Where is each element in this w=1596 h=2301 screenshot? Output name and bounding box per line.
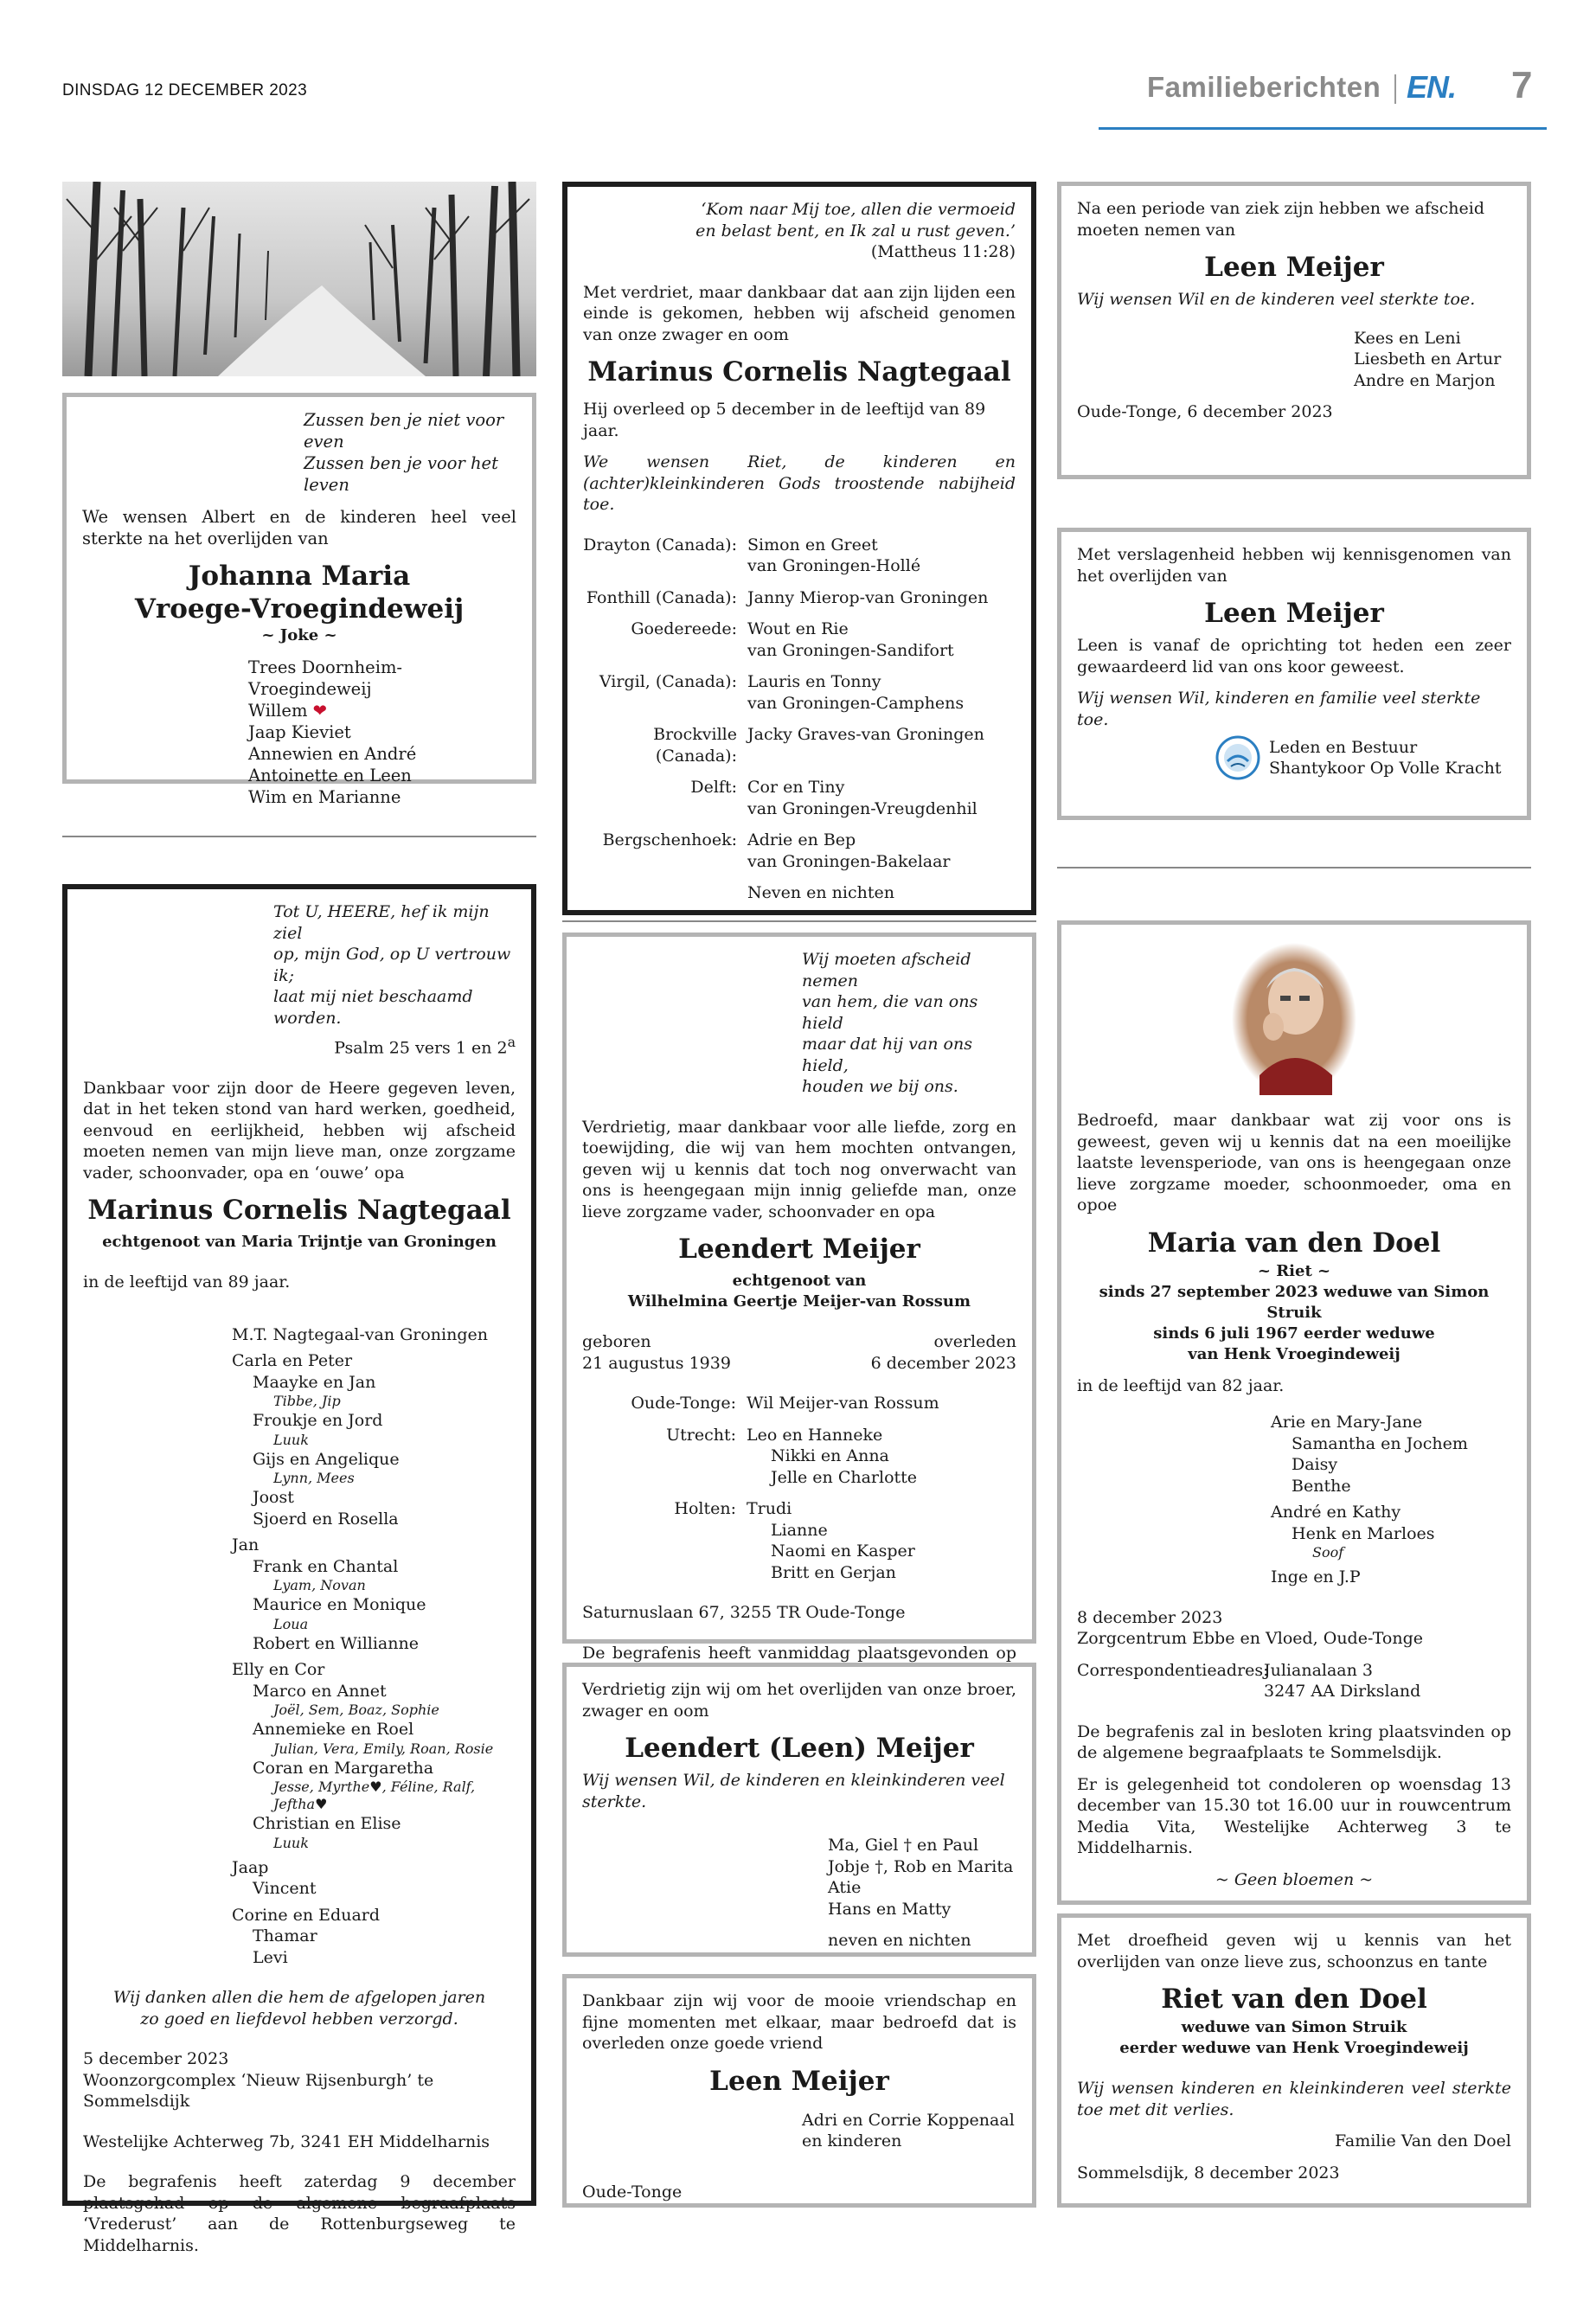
signers bbox=[1215, 735, 1511, 780]
family-member: Froukje en Jord bbox=[253, 1411, 383, 1431]
corr-address bbox=[1264, 1660, 1420, 1702]
place: Oude-Tonge bbox=[582, 2182, 683, 2202]
signer: neven en nichten bbox=[828, 1931, 971, 1950]
deceased-name: Leen Meijer bbox=[709, 2065, 889, 2097]
text: Leen is vanaf de oprichting tot heden een zeer gewaardeerd lid van ons koor geweest. bbox=[1077, 636, 1511, 676]
family-row bbox=[583, 671, 1016, 714]
names bbox=[747, 535, 920, 577]
deceased-name: Leendert (Leen) Meijer bbox=[625, 1733, 974, 1764]
deceased-name: Riet van den Doel bbox=[1161, 1984, 1427, 2015]
name-line: van Groningen-Hollé bbox=[747, 556, 921, 575]
corr-label: Correspondentieadres: bbox=[1077, 1660, 1269, 1680]
signer: Adri en Corrie Koppenaal bbox=[802, 2110, 1015, 2130]
name-line: van Groningen-Vreugdenhil bbox=[747, 798, 977, 818]
intro: Dankbaar zijn wij voor de mooie vriendschap en fijne momenten met elkaar, maar bedroefd dat is overleden onze goede vriend bbox=[582, 1991, 1016, 2053]
name-line: Cor en Tiny bbox=[747, 778, 845, 797]
no-flowers: ~ Geen bloemen ~ bbox=[1215, 1869, 1374, 1889]
family-member: Julian, Vera, Emily, Roan, Rosie bbox=[273, 1740, 494, 1757]
spouse: echtgenoot van Maria Trijntje van Groningen bbox=[102, 1233, 497, 1252]
family-list bbox=[1271, 1412, 1511, 1588]
age: in de leeftijd van 82 jaar. bbox=[1077, 1375, 1285, 1395]
signer-name: Willem bbox=[248, 701, 308, 721]
place-label: Oude-Tonge: bbox=[631, 1394, 736, 1413]
name-line: Lauris en Tonny bbox=[747, 672, 881, 691]
deceased-name: Marinus Cornelis Nagtegaal bbox=[87, 1195, 511, 1227]
born-date: 21 augustus 1939 bbox=[582, 1353, 731, 1373]
name-line: Johanna Maria bbox=[188, 561, 411, 592]
intro: Na een periode van ziek zijn hebben we afscheid moeten nemen van bbox=[1077, 199, 1485, 240]
died-date: 6 december 2023 bbox=[870, 1353, 1016, 1373]
deceased-name: Leen Meijer bbox=[1204, 598, 1384, 629]
place-label: Delft: bbox=[690, 778, 737, 797]
name-line: van Groningen-Bakelaar bbox=[747, 851, 951, 871]
intro: Dankbaar voor zijn door de Heere gegeven leven, dat in het teken stond van hard werken, goedheid, eenvoud en eerlijkheid, hebben wij afscheid moeten nemen van mijn lieve man, onze zorgzame vader, schoonvader, opa en ‘ouwe’ opa bbox=[83, 1078, 516, 1183]
signer bbox=[248, 700, 516, 721]
family-member: Soof bbox=[1312, 1544, 1344, 1561]
place-label: Utrecht: bbox=[666, 1425, 736, 1445]
wish: Wij wensen Wil, de kinderen en kleinkinderen veel sterkte. bbox=[582, 1771, 1005, 1811]
name-line: Adrie en Bep bbox=[747, 830, 856, 849]
family-member: Inge en J.P bbox=[1271, 1567, 1361, 1586]
name-line: Jelle en Charlotte bbox=[771, 1467, 918, 1487]
intro: We wensen Albert en de kinderen heel veel sterkte na het overlijden van bbox=[82, 507, 516, 548]
verse bbox=[304, 409, 516, 496]
funeral: De begrafenis zal in besloten kring plaatsvinden op de algemene begraafplaats te Sommelsdijk. bbox=[1077, 1721, 1511, 1762]
place-label: Brockville (Canada): bbox=[653, 725, 737, 766]
family-row bbox=[583, 882, 1016, 904]
place-label bbox=[583, 882, 747, 904]
signer: Kees en Leni bbox=[1354, 328, 1461, 348]
family-member: Maayke en Jan bbox=[253, 1372, 376, 1392]
signer: en kinderen bbox=[802, 2131, 902, 2150]
signer: Leden en Bestuur bbox=[1269, 737, 1418, 757]
names bbox=[747, 619, 954, 661]
place-label: Goedereede: bbox=[631, 619, 737, 638]
notice-leen-4 bbox=[1057, 182, 1531, 479]
verse-line: op, mijn God, op U vertrouw ik; bbox=[273, 945, 511, 985]
names bbox=[747, 724, 984, 766]
funeral: De begrafenis heeft vanmiddag plaatsgevonden op bbox=[582, 1643, 1016, 1663]
date: 8 december 2023 bbox=[1077, 1607, 1223, 1627]
family-member: Marco en Annet bbox=[253, 1681, 387, 1701]
age: in de leeftijd van 89 jaar. bbox=[83, 1272, 291, 1292]
intro: Bedroefd, maar dankbaar wat zij voor ons is geweest, geven wij u kennis dat na een moeilijke laatste levensperiode, van ons is heengegaan onze lieve zorgzame moeder, schoonmoeder, oma en opoe bbox=[1077, 1111, 1511, 1215]
sub-line: eerder weduwe van Henk Vroegindeweij bbox=[1119, 2039, 1469, 2057]
intro: Verdrietig zijn wij om het overlijden van onze broer, zwager en oom bbox=[582, 1680, 1016, 1721]
name-line: Leo en Hanneke bbox=[747, 1425, 883, 1445]
died bbox=[871, 1331, 1016, 1374]
family-row bbox=[583, 587, 1016, 609]
family-member: Joost bbox=[253, 1488, 294, 1508]
family-list bbox=[232, 1324, 516, 1969]
signer: Jaap Kieviet bbox=[248, 722, 351, 742]
family-member: Corine en Eduard bbox=[232, 1905, 381, 1925]
intro: Met droefheid geven wij u kennis van het overlijden van onze lieve zus, schoonzus en tante bbox=[1077, 1931, 1511, 1971]
spouse-line: echtgenoot van bbox=[732, 1272, 867, 1290]
divider bbox=[562, 920, 1036, 922]
names bbox=[747, 587, 988, 609]
names bbox=[747, 882, 894, 904]
section-title: Familieberichten bbox=[1147, 71, 1381, 103]
family-member: Jaap bbox=[232, 1857, 269, 1877]
name-line: Janny Mierop-van Groningen bbox=[747, 587, 989, 607]
wish: Wij wensen Wil en de kinderen veel sterkte toe. bbox=[1077, 290, 1476, 309]
place: Sommelsdijk, 8 december 2023 bbox=[1077, 2163, 1340, 2182]
family-table bbox=[582, 1393, 1016, 1583]
name-line: Lianne bbox=[771, 1520, 828, 1540]
page-date: DINSDAG 12 DECEMBER 2023 bbox=[62, 81, 308, 99]
page-number: 7 bbox=[1511, 64, 1533, 106]
verse-line: laat mij niet beschaamd worden. bbox=[273, 987, 473, 1028]
signer: Antoinette en Leen bbox=[248, 766, 412, 785]
family-row bbox=[583, 724, 1016, 766]
family-member: Christian en Elise bbox=[253, 1814, 401, 1834]
names bbox=[747, 1393, 939, 1414]
names bbox=[747, 1425, 917, 1489]
place: Oude-Tonge, 6 december 2023 bbox=[1077, 402, 1333, 421]
spouse-line: Wilhelmina Geertje Meijer-van Rossum bbox=[627, 1292, 971, 1311]
heart-icon: ❤ bbox=[312, 701, 327, 721]
verse-line: ‘Kom naar Mij toe, allen die vermoeid bbox=[701, 200, 1016, 219]
names bbox=[747, 777, 977, 819]
thanks-line: zo goed en liefdevol hebben verzorgd. bbox=[140, 2009, 458, 2029]
name-line: Wout en Rie bbox=[747, 619, 849, 638]
verse-line: houden we bij ons. bbox=[802, 1077, 958, 1096]
family-row bbox=[583, 777, 1016, 819]
family-member: Jan bbox=[232, 1535, 260, 1555]
signer: Hans en Matty bbox=[828, 1899, 952, 1919]
verse bbox=[802, 949, 1016, 1098]
family-member: Lyam, Novan bbox=[273, 1577, 366, 1594]
verse bbox=[273, 901, 516, 1029]
intro: Met verslagenheid hebben wij kennisgenomen van het overlijden van bbox=[1077, 545, 1511, 586]
verse-reference bbox=[83, 1032, 516, 1059]
life-dates bbox=[582, 1331, 1016, 1374]
correspondence bbox=[1077, 1660, 1511, 1702]
family-member: M.T. Nagtegaal-van Groningen bbox=[232, 1324, 488, 1344]
deceased-name: Marinus Cornelis Nagtegaal bbox=[587, 356, 1011, 388]
died: Hij overleed op 5 december in de leeftijd van 89 jaar. bbox=[583, 400, 986, 440]
family-member: Coran en Margaretha bbox=[253, 1758, 434, 1778]
family-member: Loua bbox=[273, 1615, 309, 1632]
notice-leen-friends bbox=[562, 1974, 1036, 2208]
wish: We wensen Riet, de kinderen en (achter)kleinkinderen Gods troostende nabijheid toe. bbox=[583, 452, 1016, 514]
born bbox=[582, 1331, 731, 1374]
family-member: Maurice en Monique bbox=[253, 1595, 426, 1615]
family-member: Jesse, Myrthe♥, Féline, Ralf, Jeftha♥ bbox=[273, 1779, 476, 1813]
header-divider bbox=[1394, 74, 1396, 104]
signers bbox=[828, 1835, 1016, 1952]
deceased-name: Leendert Meijer bbox=[678, 1234, 920, 1265]
sub-info bbox=[1077, 1261, 1511, 1365]
place: Zorgcentrum Ebbe en Vloed, Oude-Tonge bbox=[1077, 1629, 1423, 1648]
nickname: ~ Joke ~ bbox=[261, 626, 337, 644]
family-row bbox=[583, 830, 1016, 872]
name-line: Nikki en Anna bbox=[771, 1446, 889, 1465]
signer: Familie Van den Doel bbox=[1334, 2131, 1511, 2150]
spouse bbox=[582, 1271, 1016, 1312]
signer: Andre en Marjon bbox=[1354, 370, 1496, 390]
family-row bbox=[583, 619, 1016, 661]
family-member: Gijs en Angelique bbox=[253, 1449, 400, 1469]
family-row bbox=[583, 535, 1016, 577]
name-line: Trudi bbox=[747, 1499, 792, 1518]
family-member: Carla en Peter bbox=[232, 1351, 353, 1371]
place-label: Fonthill (Canada): bbox=[586, 587, 737, 607]
divider bbox=[62, 836, 536, 837]
signer: Shantykoor Op Volle Kracht bbox=[1269, 759, 1502, 778]
verse-line: Wij moeten afscheid nemen bbox=[802, 950, 971, 990]
funeral: De begrafenis heeft zaterdag 9 december plaatsgehad op de algemene begraafplaats ‘Vrederust’ aan de Rottenburgseweg te Middelharnis. bbox=[83, 2172, 516, 2255]
portrait-photo bbox=[1225, 937, 1363, 1101]
thanks bbox=[83, 1987, 516, 2029]
deceased-name: Maria van den Doel bbox=[1147, 1227, 1441, 1259]
place-label: Holten: bbox=[674, 1499, 736, 1518]
names bbox=[747, 1498, 915, 1583]
family-member: Sjoerd en Rosella bbox=[253, 1509, 399, 1529]
family-member: Vincent bbox=[253, 1879, 317, 1899]
family-row bbox=[582, 1393, 1016, 1414]
signer: Atie bbox=[828, 1878, 862, 1897]
family-member: Samantha en Jochem bbox=[1292, 1433, 1468, 1453]
family-member: Thamar bbox=[253, 1926, 317, 1946]
signer: Trees Doornheim-Vroegindeweij bbox=[248, 657, 403, 699]
address: Saturnuslaan 67, 3255 TR Oude-Tonge bbox=[582, 1603, 906, 1622]
family-member: Benthe bbox=[1292, 1476, 1351, 1496]
family-member: Luuk bbox=[273, 1431, 309, 1448]
family-member: Tibbe, Jip bbox=[273, 1393, 341, 1410]
sub-line: van Henk Vroegindeweij bbox=[1188, 1344, 1401, 1363]
name-line: Simon en Greet bbox=[747, 535, 878, 554]
verse-line: maar dat hij van ons hield, bbox=[802, 1035, 972, 1075]
wish: Wij wensen Wil, kinderen en familie veel sterkte toe. bbox=[1077, 689, 1481, 729]
notice-leendert-1 bbox=[562, 933, 1036, 1663]
condolence: Er is gelegenheid tot condoleren op woensdag 13 december van 15.30 tot 16.00 uur in rouwcentrum Media Vita, Westelijke Achterweg 3 te Middelharnis. bbox=[1077, 1774, 1511, 1857]
place-label: Bergschenhoek: bbox=[602, 830, 737, 849]
family-member: Annemieke en Roel bbox=[253, 1720, 414, 1740]
signers bbox=[1354, 328, 1511, 392]
notice-leendert-2 bbox=[562, 1663, 1036, 1957]
verse-line: van hem, die van ons hield bbox=[802, 992, 978, 1033]
intro: Verdrietig, maar dankbaar voor alle liefde, zorg en toewijding, die wij van hem mochten ontvangen, geven wij u kennis dat toch nog onverwacht van ons is heengegaan mijn innig geliefde man, onze lieve zorgzame vader, schoonvader en opa bbox=[582, 1117, 1016, 1221]
names bbox=[747, 830, 951, 872]
family-member: André en Kathy bbox=[1271, 1503, 1401, 1522]
shantykoor-logo-icon bbox=[1215, 735, 1260, 780]
thanks-line: Wij danken allen die hem de afgelopen jaren bbox=[112, 1988, 486, 2008]
signers bbox=[248, 657, 516, 808]
notice-maria bbox=[1057, 920, 1531, 1905]
corr-line: 3247 AA Dirksland bbox=[1264, 1682, 1421, 1701]
en-logo: EN. bbox=[1407, 69, 1457, 105]
corr-line: Julianalaan 3 bbox=[1264, 1660, 1373, 1680]
name-line: Neven en nichten bbox=[747, 883, 894, 902]
name-line: van Groningen-Sandifort bbox=[747, 640, 954, 660]
notice-marinus-1 bbox=[62, 884, 536, 2255]
notice-marinus-2 bbox=[562, 182, 1036, 915]
family-member: Lynn, Mees bbox=[273, 1470, 355, 1487]
names bbox=[747, 671, 964, 714]
born-label: geboren bbox=[582, 1332, 651, 1351]
verse-line: Zussen ben je voor het leven bbox=[304, 453, 498, 495]
place: Woonzorgcomplex ‘Nieuw Rijsenburgh’ te Sommelsdijk bbox=[83, 2070, 434, 2112]
sub-line: sinds 27 september 2023 weduwe van Simon Struik bbox=[1099, 1282, 1490, 1322]
name-line: Britt en Gerjan bbox=[771, 1562, 896, 1582]
intro: Met verdriet, maar dankbaar dat aan zijn lijden een einde is gekomen, hebben wij afscheid genomen van onze zwager en oom bbox=[583, 282, 1016, 344]
sub-line: weduwe van Simon Struik bbox=[1181, 2018, 1407, 2036]
name-line: Vroege-Vroegindeweij bbox=[134, 593, 465, 625]
notice-leen-5 bbox=[1057, 528, 1531, 820]
address: Westelijke Achterweg 7b, 3241 EH Middelharnis bbox=[83, 2131, 490, 2151]
page-header bbox=[1099, 64, 1547, 130]
place-label: Drayton (Canada): bbox=[583, 535, 737, 554]
sub-info bbox=[1077, 2017, 1511, 2059]
divider bbox=[1057, 867, 1531, 868]
family-member: Arie en Mary-Jane bbox=[1271, 1413, 1423, 1432]
date: 5 december 2023 bbox=[83, 2049, 229, 2069]
family-member: Luuk bbox=[273, 1834, 309, 1851]
verse-ref: Psalm 25 vers 1 en 2 bbox=[334, 1038, 508, 1058]
signers bbox=[802, 2110, 1016, 2152]
name-line: van Groningen-Camphens bbox=[747, 693, 965, 713]
family-member: Frank en Chantal bbox=[253, 1556, 399, 1576]
family-member: Robert en Willianne bbox=[253, 1633, 419, 1653]
signer: Wim en Marianne bbox=[248, 787, 401, 807]
family-member: Henk en Marloes bbox=[1292, 1523, 1435, 1543]
signer: Annewien en André bbox=[248, 744, 417, 764]
family-member: Daisy bbox=[1292, 1455, 1338, 1474]
signer: Ma, Giel † en Paul bbox=[828, 1836, 979, 1855]
family-member: Levi bbox=[253, 1947, 288, 1967]
verse-line: Tot U, HEERE, hef ik mijn ziel bbox=[273, 902, 490, 943]
family-member: Elly en Cor bbox=[232, 1660, 325, 1680]
verse bbox=[583, 199, 1016, 263]
family-row bbox=[582, 1498, 1016, 1583]
verse-line: en belast bent, en Ik zal u rust geven.’ bbox=[695, 221, 1016, 240]
family-row bbox=[582, 1425, 1016, 1489]
wish: Wij wensen kinderen en kleinkinderen veel sterkte toe met dit verlies. bbox=[1077, 2079, 1511, 2119]
name-line: Wil Meijer-van Rossum bbox=[747, 1394, 939, 1413]
deceased-name: Leen Meijer bbox=[1204, 252, 1384, 283]
signer: Jobje †, Rob en Marita bbox=[828, 1856, 1014, 1876]
died-label: overleden bbox=[933, 1332, 1016, 1351]
name-line: Naomi en Kasper bbox=[771, 1541, 915, 1561]
name-line: Jacky Graves-van Groningen bbox=[747, 725, 984, 744]
sub-line: sinds 6 juli 1967 eerder weduwe bbox=[1153, 1324, 1435, 1343]
verse-line: Zussen ben je niet voor even bbox=[304, 410, 504, 452]
deceased-name bbox=[82, 560, 516, 625]
family-member: Joël, Sem, Boaz, Sophie bbox=[273, 1702, 439, 1719]
notice-riet bbox=[1057, 1913, 1531, 2208]
nickname: ~ Riet ~ bbox=[1257, 1261, 1331, 1280]
verse-ref-sup: a bbox=[507, 1034, 516, 1050]
verse-line: (Mattheus 11:28) bbox=[870, 242, 1016, 261]
notice-joke bbox=[62, 393, 536, 807]
signer: Liesbeth en Artur bbox=[1354, 349, 1502, 369]
place-label: Virgil, (Canada): bbox=[599, 672, 737, 691]
winter-forest-photo bbox=[62, 182, 536, 376]
family-table bbox=[583, 535, 1016, 904]
